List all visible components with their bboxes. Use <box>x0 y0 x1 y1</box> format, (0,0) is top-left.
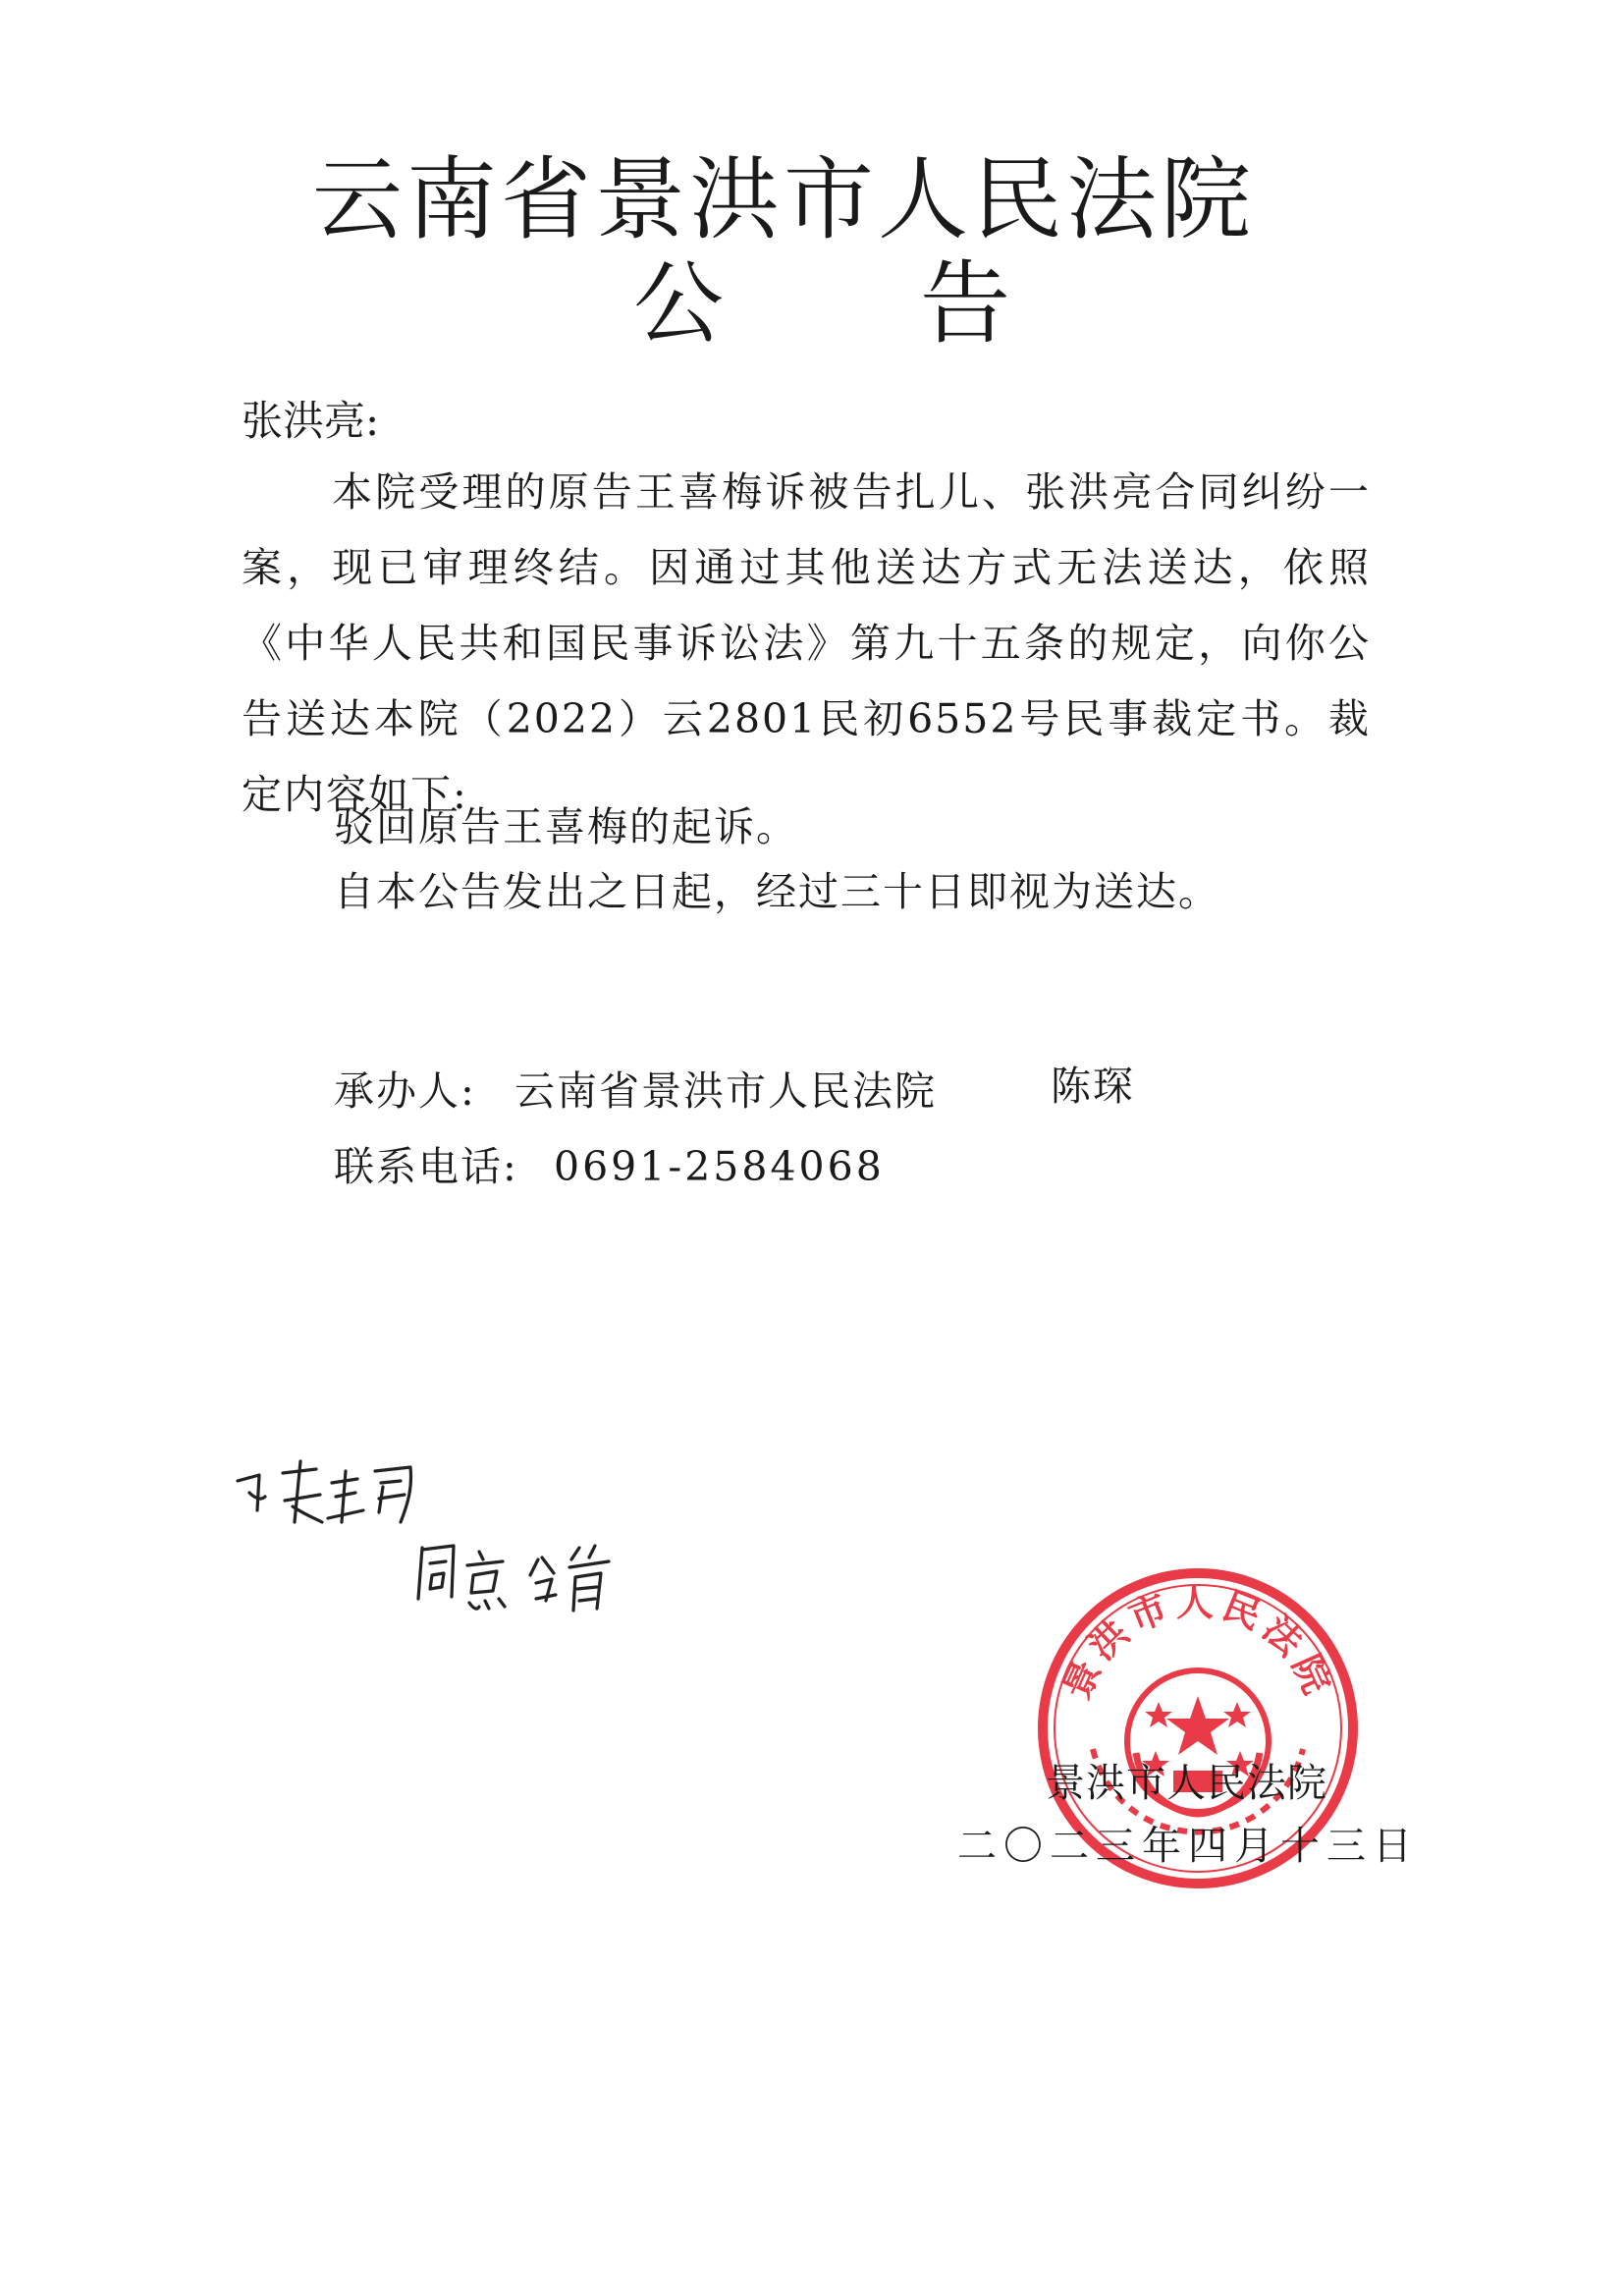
issue-date: 二〇二三年四月十三日 <box>957 1824 1419 1869</box>
handler-organization: 云南省景洪市人民法院 <box>514 1067 937 1115</box>
phone-label: 联系电话: <box>334 1143 518 1190</box>
notice-body: 本院受理的原告王喜梅诉被告扎儿、张洪亮合同纠纷一案，现已审理终结。因通过其他送达方式无法送达，依照《中华人民共和国民事诉讼法》第九十五条的规定，向你公告送达本院（2022）云2801民初6552号民事裁定书。裁定内容如下: <box>242 468 1371 818</box>
handwritten-approval-signature <box>226 1453 638 1625</box>
phone-number: 0691-2584068 <box>554 1143 885 1190</box>
page-title: 云南省景洪市人民法院 <box>312 147 1256 252</box>
ruling-text: 驳回原告王喜梅的起诉。 <box>334 803 798 850</box>
page-subtitle: 公告 <box>633 251 1207 356</box>
effective-clause: 自本公告发出之日起，经过三十日即视为送达。 <box>334 868 1220 915</box>
seal-text: 景洪市人民法院 <box>1054 1579 1342 1706</box>
handler-name: 陈琛 <box>1051 1063 1135 1110</box>
issuing-court: 景洪市人民法院 <box>1046 1761 1327 1806</box>
salutation: 张洪亮: <box>242 397 380 445</box>
handler-label: 承办人: <box>334 1067 476 1115</box>
